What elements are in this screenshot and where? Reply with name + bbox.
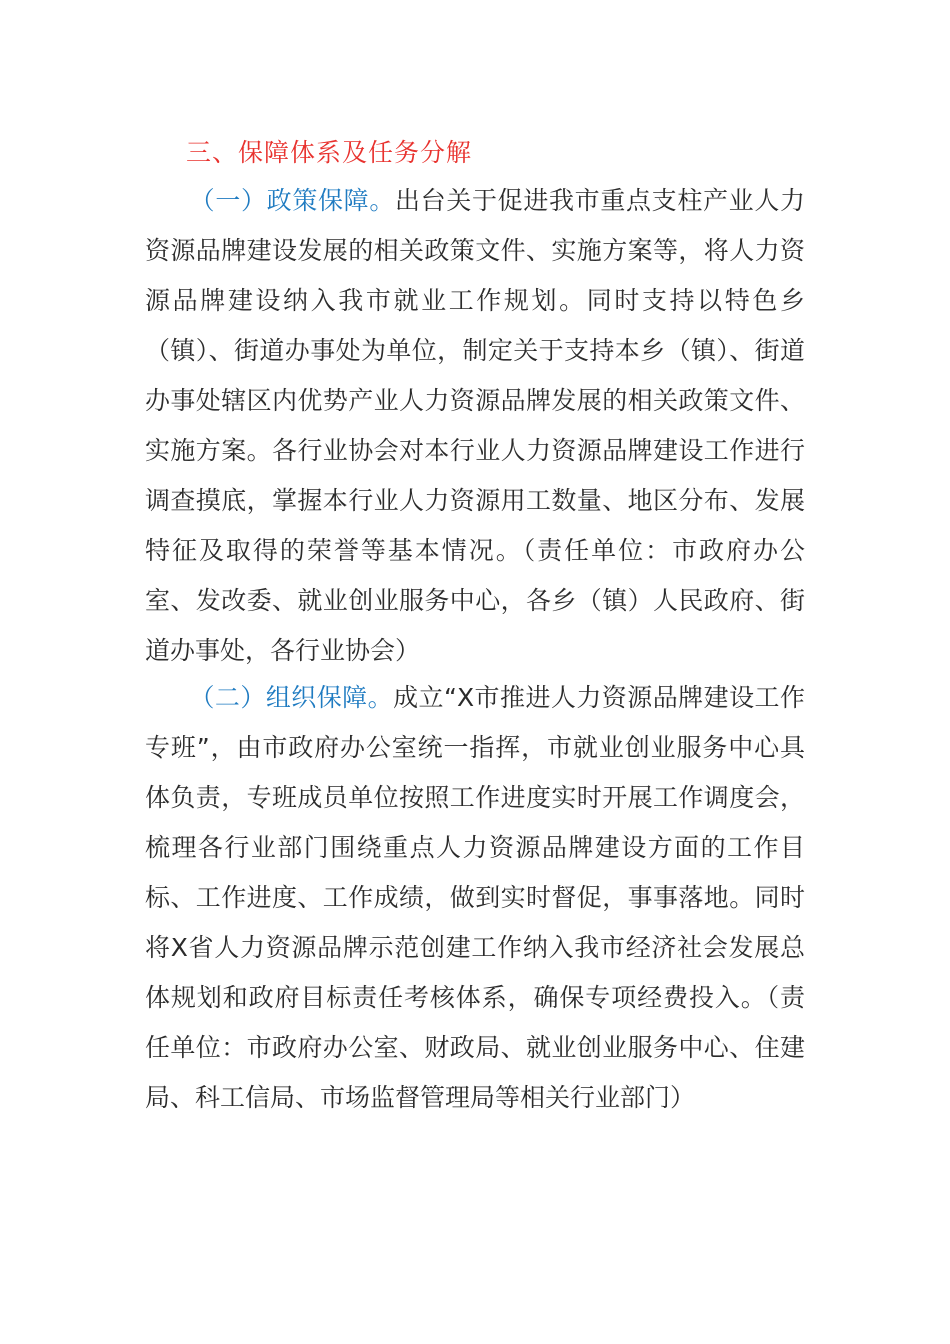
- paragraph-organization-guarantee: [145, 673, 805, 1123]
- paragraph-body: 出台关于促进我市重点支柱产业人力资源品牌建设发展的相关政策文件、实施方案等，将人力资源品牌建设纳入我市就业工作规划。同时支持以特色乡（镇）、街道办事处为单位，制定关于支持本乡（镇）、街道办事处辖区内优势产业人力资源品牌发展的相关政策文件、实施方案。各行业协会对本行业人力资源品牌建设工作进行调查摸底，掌握本行业人力资源用工数量、地区分布、发展特征及取得的荣誉等基本情况。（责任单位：市政府办公室、发改委、就业创业服务中心，各乡（镇）人民政府、街道办事处，各行业协会）: [145, 186, 805, 665]
- paragraph-heading: （二）组织保障。: [189, 683, 394, 712]
- paragraph-body: 成立“X市推进人力资源品牌建设工作专班”，由市政府办公室统一指挥，市就业创业服务中心具体负责，专班成员单位按照工作进度实时开展工作调度会，梳理各行业部门围绕重点人力资源品牌建设方面的工作目标、工作进度、工作成绩，做到实时督促，事事落地。同时将X省人力资源品牌示范创建工作纳入我市经济社会发展总体规划和政府目标责任考核体系，确保专项经费投入。（责任单位：市政府办公室、财政局、就业创业服务中心、住建局、科工信局、市场监督管理局等相关行业部门）: [145, 683, 805, 1112]
- paragraph-heading: （一）政策保障。: [189, 186, 395, 215]
- section-title: 三、保障体系及任务分解: [186, 138, 473, 167]
- paragraph-policy-guarantee: [145, 176, 805, 676]
